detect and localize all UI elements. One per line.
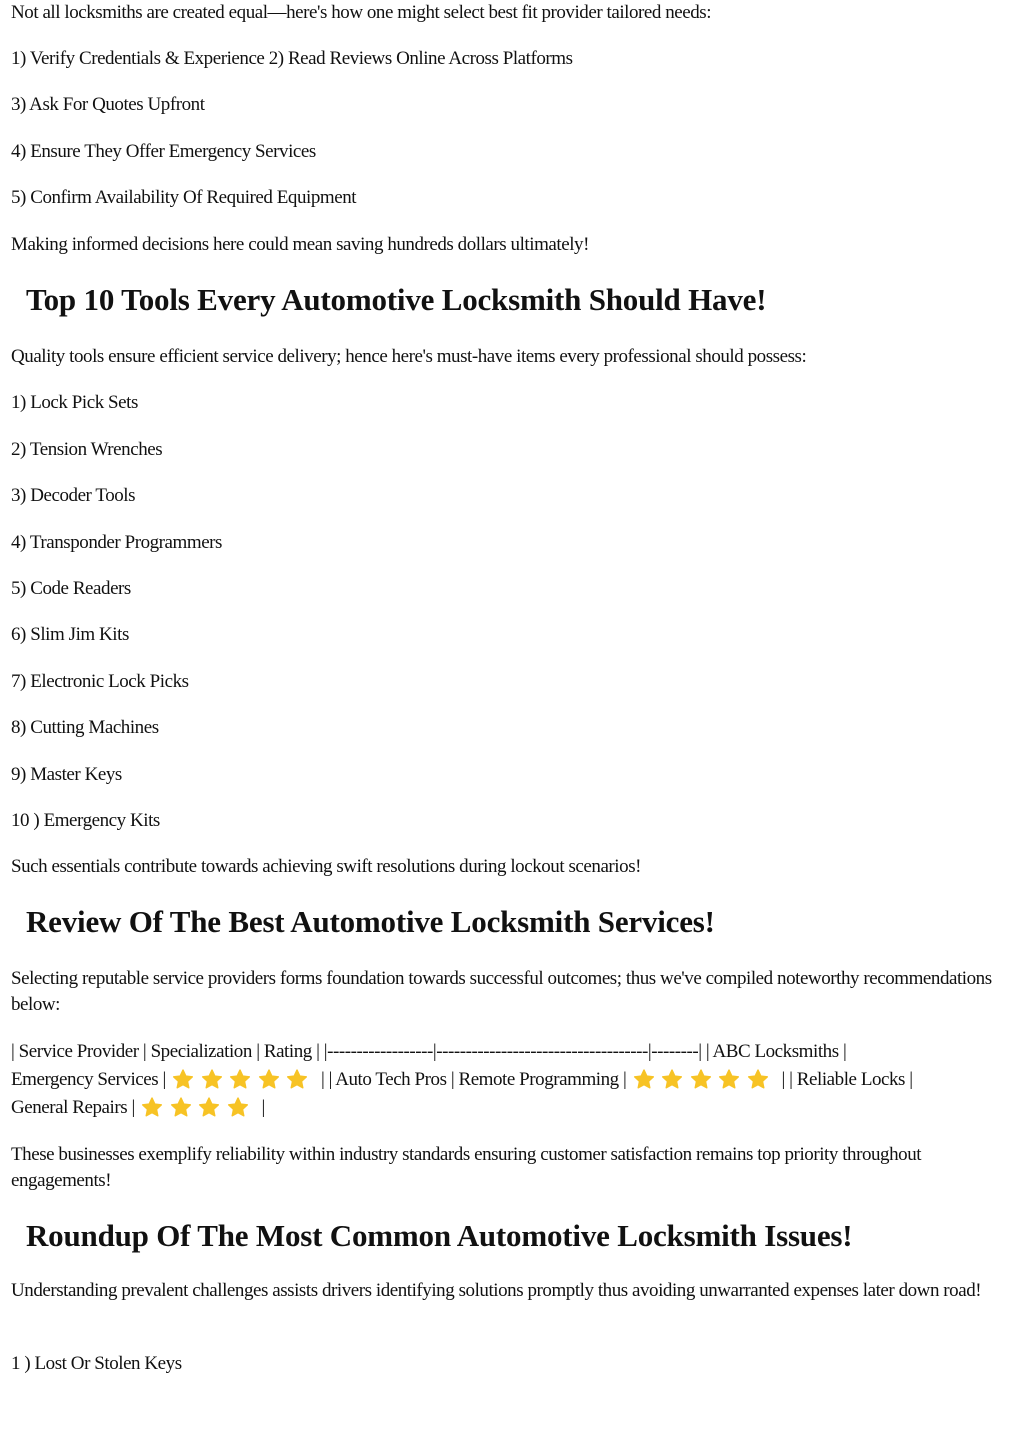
issues-heading: Roundup Of The Most Common Automotive Locksmith Issues! [26,1218,853,1253]
review-closing: These businesses exemplify reliability within industry standards ensuring customer satisfaction remains top priority throughout engagements! [11,1144,922,1191]
ratings-table-line: | Service Provider | Specialization | Rating | |------------------|------------------------------------|--------| | ABC Locksmiths | [11,1041,847,1062]
table-cell-text: | | Reliable Locks | [781,1069,913,1090]
star-icon [718,1069,740,1090]
table-cell-text: General Repairs | [11,1097,135,1118]
selection-steps-1-2: 1) Verify Credentials & Experience 2) Read Reviews Online Across Platforms [11,48,573,69]
tool-item: 1) Lock Pick Sets [11,392,138,413]
review-intro: Selecting reputable service providers forms foundation towards successful outcomes; thus we've compiled noteworthy recommendations below: [11,968,992,1015]
ratings-table-line [11,1066,1011,1097]
star-icon [258,1069,280,1090]
star-icon [170,1097,192,1118]
ratings-table-line [11,1094,1011,1125]
star-icon [141,1097,163,1118]
star-rating [633,1069,776,1097]
tools-intro: Quality tools ensure efficient service delivery; hence here's must-have items every professional should possess: [11,346,807,367]
selection-step-5: 5) Confirm Availability Of Required Equipment [11,187,357,208]
tools-heading: Top 10 Tools Every Automotive Locksmith Should Have! [26,282,767,317]
tool-item: 10 ) Emergency Kits [11,810,160,831]
selection-step-4: 4) Ensure They Offer Emergency Services [11,141,316,162]
star-icon [633,1069,655,1090]
issue-item: 1 ) Lost Or Stolen Keys [11,1353,182,1374]
tool-item: 9) Master Keys [11,764,122,785]
intro-closing: Making informed decisions here could mean saving hundreds dollars ultimately! [11,234,589,255]
tool-item: 3) Decoder Tools [11,485,136,506]
table-cell-text: Emergency Services | [11,1069,166,1090]
review-heading: Review Of The Best Automotive Locksmith Services! [26,904,715,939]
star-rating [141,1097,255,1125]
tool-item: 2) Tension Wrenches [11,439,163,460]
intro-paragraph: Not all locksmiths are created equal—here's how one might select best fit provider tailored needs: [11,2,712,23]
tool-item: 4) Transponder Programmers [11,532,223,553]
star-icon [172,1069,194,1090]
tool-item: 6) Slim Jim Kits [11,624,129,645]
star-rating [172,1069,315,1097]
tools-closing: Such essentials contribute towards achieving swift resolutions during lockout scenarios! [11,856,642,877]
star-icon [286,1069,308,1090]
star-icon [198,1097,220,1118]
star-icon [690,1069,712,1090]
tool-item: 5) Code Readers [11,578,131,599]
tool-item: 7) Electronic Lock Picks [11,671,189,692]
table-cell-text: | [261,1097,265,1118]
selection-step-3: 3) Ask For Quotes Upfront [11,94,205,115]
star-icon [661,1069,683,1090]
table-cell-text: | | Auto Tech Pros | Remote Programming | [320,1069,627,1090]
tool-item: 8) Cutting Machines [11,717,159,738]
issues-intro: Understanding prevalent challenges assists drivers identifying solutions promptly thus avoiding unwarranted expenses later down road! [11,1280,982,1301]
star-icon [229,1069,251,1090]
star-icon [747,1069,769,1090]
star-icon [227,1097,249,1118]
star-icon [201,1069,223,1090]
